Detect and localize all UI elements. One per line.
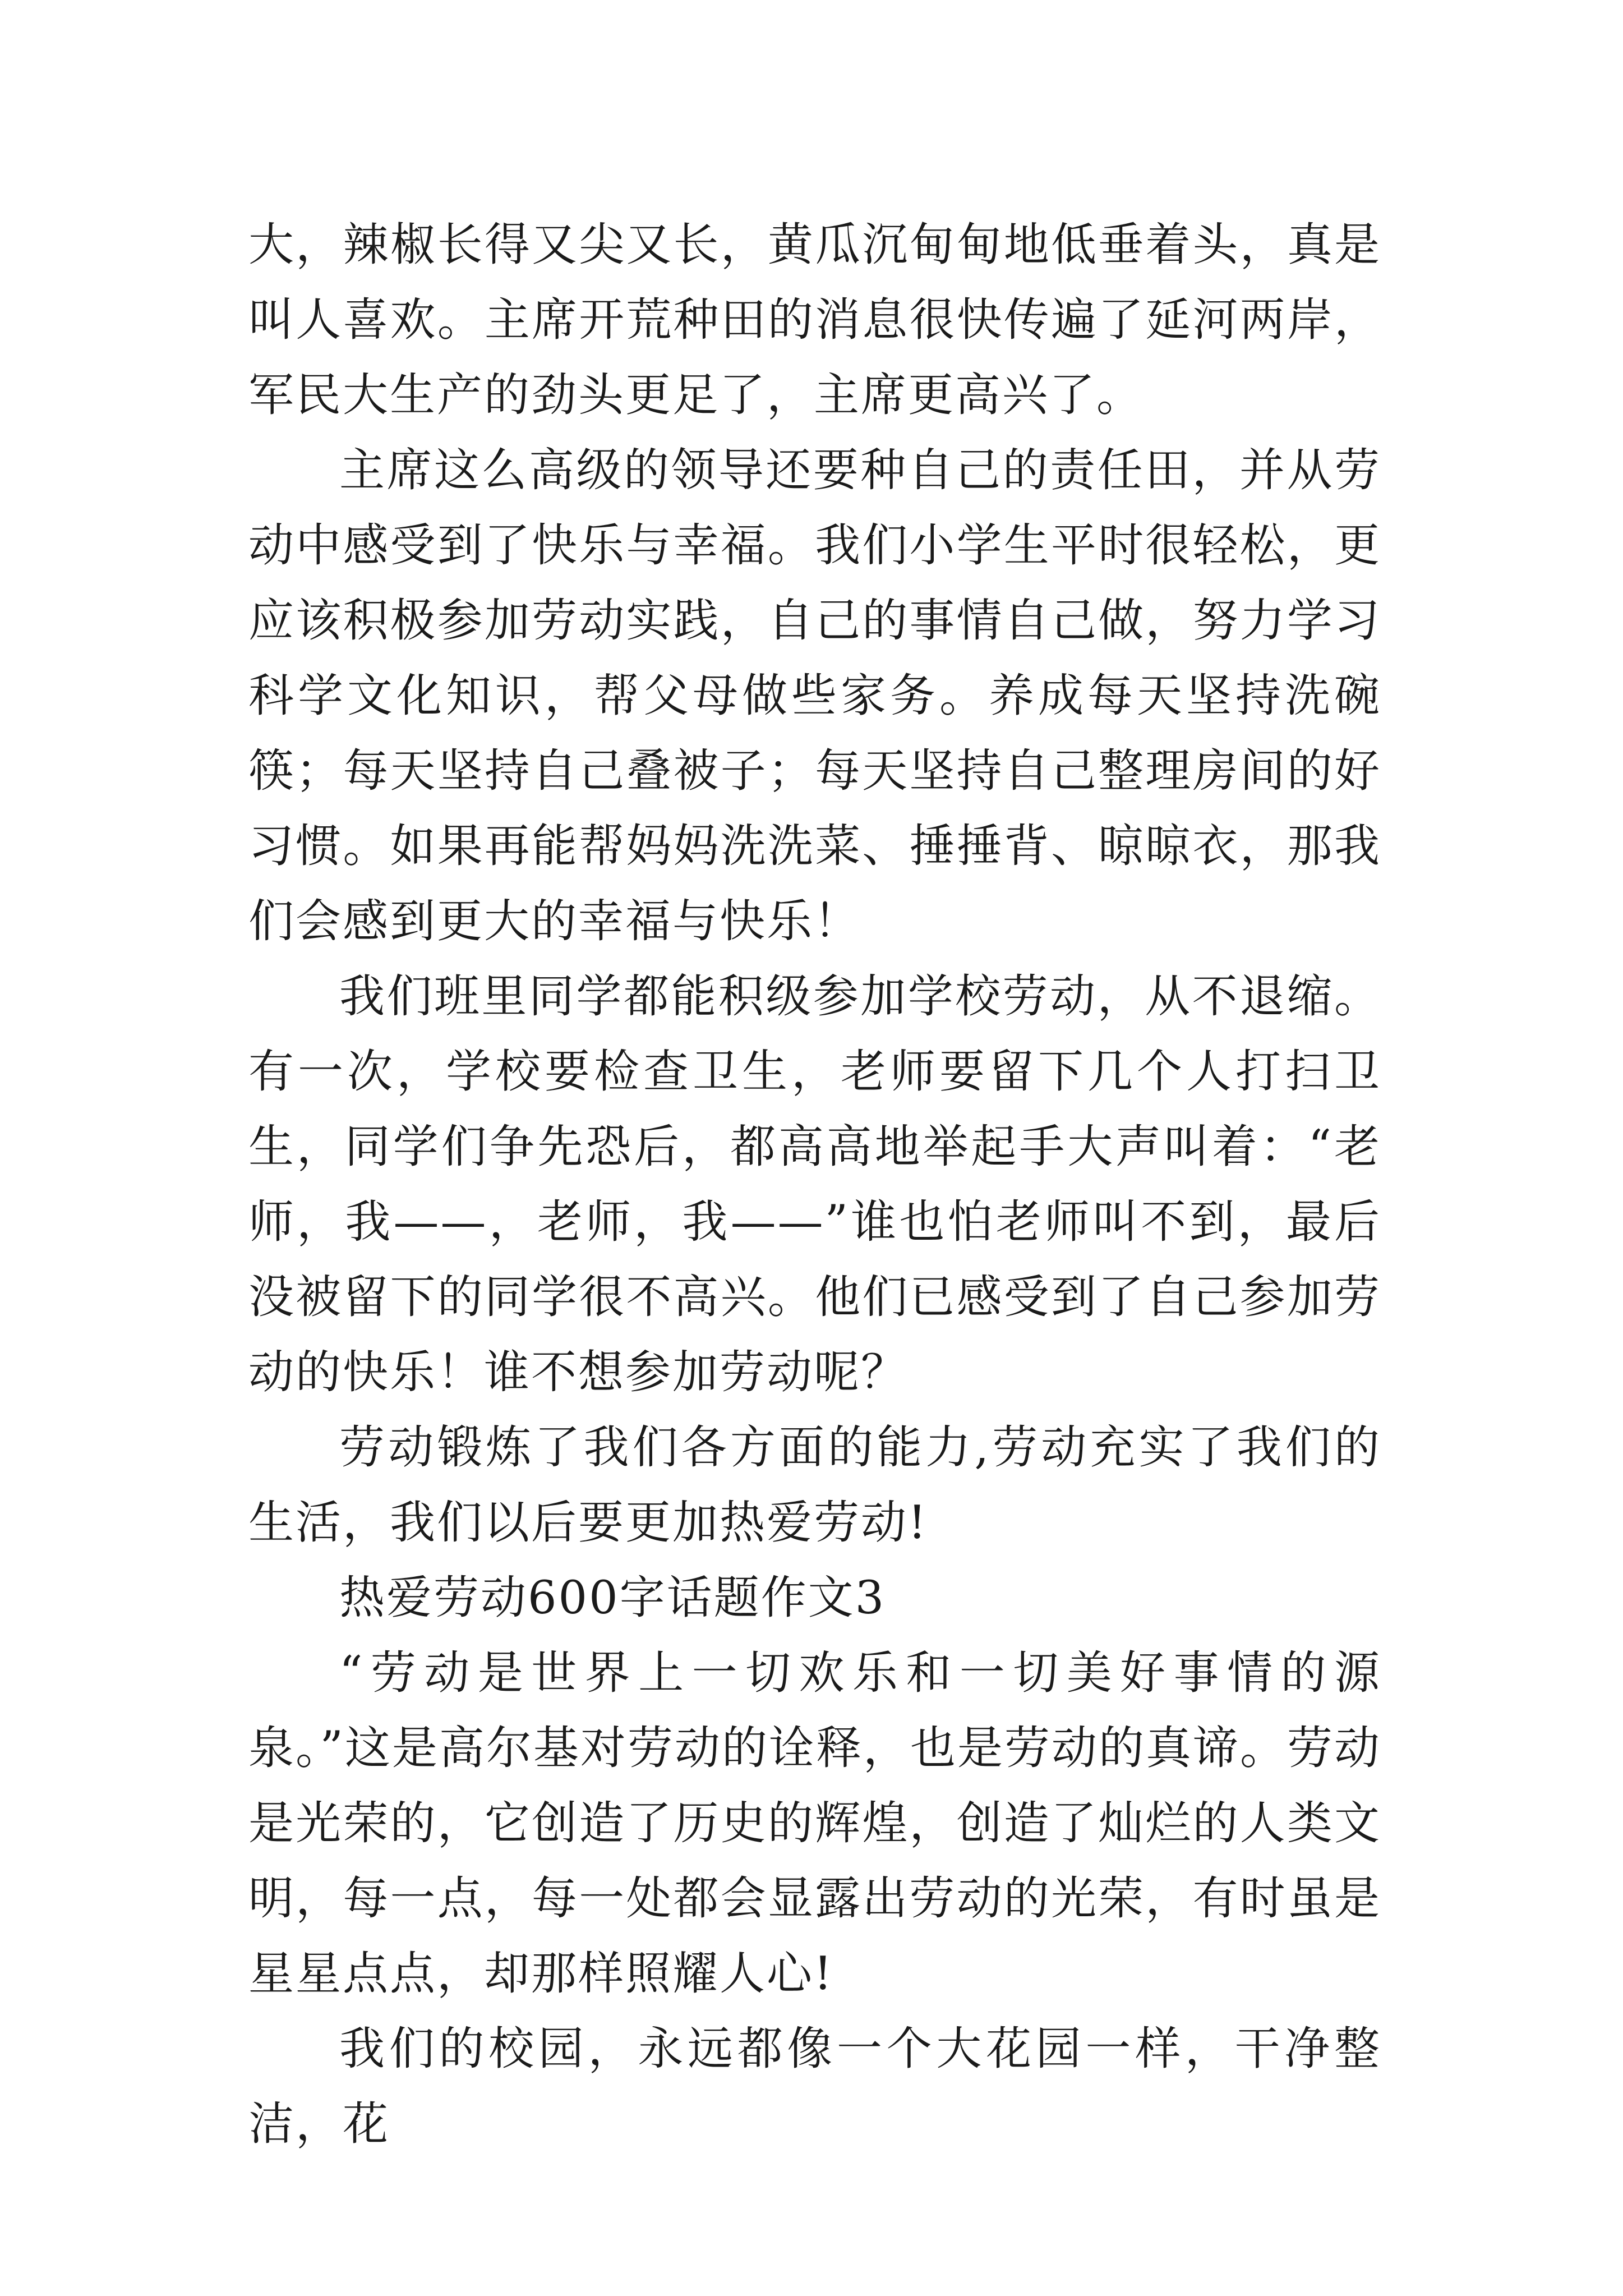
- paragraph-6: 我们的校园，永远都像一个大花园一样，干净整洁，花: [248, 2023, 1381, 2151]
- paragraph-4: 劳动锻炼了我们各方面的能力,劳动充实了我们的生活，我们以后要更加热爱劳动!: [248, 1421, 1381, 1549]
- paragraph-3: 我们班里同学都能积级参加学校劳动，从不退缩。有一次，学校要检查卫生，老师要留下几个人打扫卫生，同学们争先恐后，都高高地举起手大声叫着：“老师，我——，老师，我——”谁也怕老师叫不到，最后没被留下的同学很不高兴。他们已感受到了自己参加劳动的快乐！谁不想参加劳动呢？: [248, 970, 1381, 1399]
- document-body: [248, 208, 1381, 2162]
- paragraph-5: “劳动是世界上一切欢乐和一切美好事情的源泉。”这是高尔基对劳动的诠释，也是劳动的真谛。劳动是光荣的，它创造了历史的辉煌，创造了灿烂的人类文明，每一点，每一处都会显露出劳动的光荣，有时虽是星星点点，却那样照耀人心!: [248, 1647, 1381, 2000]
- paragraph-1: 大，辣椒长得又尖又长，黄瓜沉甸甸地低垂着头，真是叫人喜欢。主席开荒种田的消息很快传遍了延河两岸，军民大生产的劲头更足了，主席更高兴了。: [248, 219, 1381, 422]
- section-heading: 热爱劳动600字话题作文3: [339, 1572, 886, 1625]
- paragraph-2: 主席这么高级的领导还要种自己的责任田，并从劳动中感受到了快乐与幸福。我们小学生平时很轻松，更应该积极参加劳动实践，自己的事情自己做，努力学习科学文化知识，帮父母做些家务。养成每天坚持洗碗筷；每天坚持自己叠被子；每天坚持自己整理房间的好习惯。如果再能帮妈妈洗洗菜、捶捶背、晾晾衣，那我们会感到更大的幸福与快乐！: [248, 444, 1381, 948]
